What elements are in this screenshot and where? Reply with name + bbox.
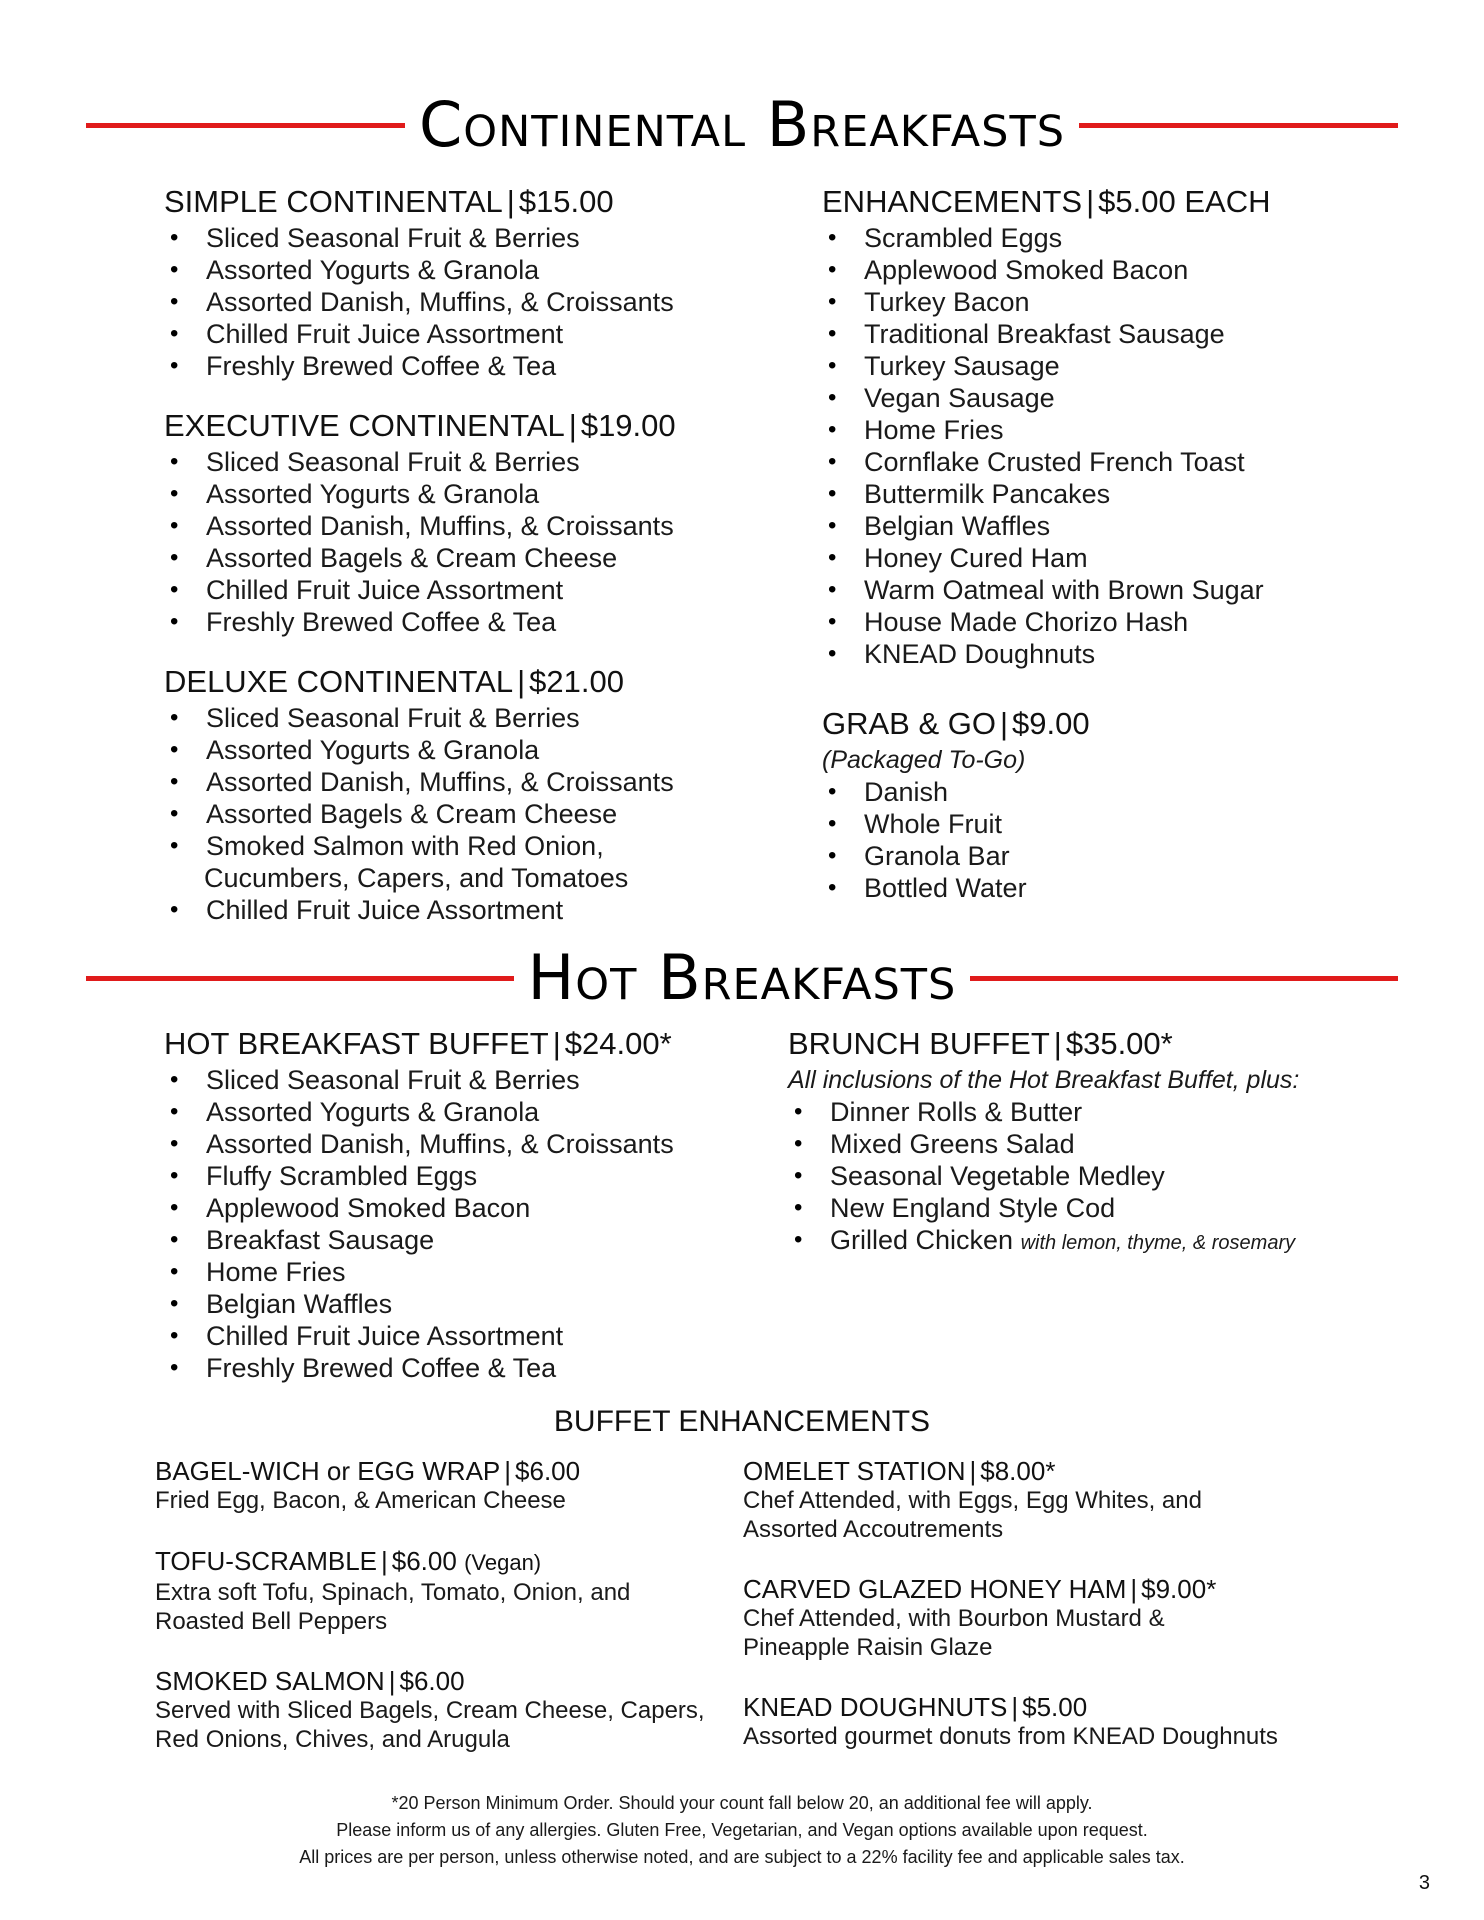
list-item: • Assorted Yogurts & Granola — [164, 254, 674, 286]
continental-heading-text: Continental Breakfasts — [419, 88, 1066, 161]
heading-rule-left — [86, 976, 514, 981]
tofu-desc-line1: Extra soft Tofu, Spinach, Tomato, Onion, and — [155, 1579, 631, 1606]
brunch-buffet-price: $35.00* — [1065, 1026, 1173, 1061]
executive-continental-title: EXECUTIVE CONTINENTAL | $19.00 — [164, 408, 676, 443]
omelet-price: $8.00* — [980, 1456, 1056, 1486]
enhancements-name: ENHANCEMENTS — [822, 184, 1083, 219]
salmon-price: $6.00 — [399, 1666, 465, 1696]
hot-buffet-title: HOT BREAKFAST BUFFET | $24.00* — [164, 1026, 672, 1061]
list-item: • Fluffy Scrambled Eggs — [164, 1160, 674, 1192]
list-item: • Freshly Brewed Coffee & Tea — [164, 1352, 674, 1384]
hot-buffet-list — [164, 1064, 674, 1384]
list-item: • Assorted Yogurts & Granola — [164, 734, 674, 766]
list-item: • Cornflake Crusted French Toast — [822, 446, 1270, 478]
executive-continental-section — [164, 406, 676, 638]
list-item: • Dinner Rolls & Butter — [788, 1096, 1299, 1128]
tofu-title: TOFU-SCRAMBLE | $6.00 (Vegan) — [155, 1546, 542, 1576]
enhancements-price: $5.00 EACH — [1098, 184, 1271, 219]
hot-buffet-section — [164, 1024, 674, 1384]
list-item: • Belgian Waffles — [164, 1288, 674, 1320]
enhancements-section — [822, 182, 1270, 670]
simple-continental-section — [164, 182, 674, 382]
list-item: • Smoked Salmon with Red Onion, — [164, 830, 674, 862]
doughnuts-price: $5.00 — [1022, 1692, 1088, 1722]
heading-rule-right — [970, 976, 1398, 981]
executive-continental-list — [164, 446, 676, 638]
list-item: • Belgian Waffles — [822, 510, 1270, 542]
buffet-enhancements-heading: BUFFET ENHANCEMENTS — [553, 1405, 931, 1438]
list-item: • Traditional Breakfast Sausage — [822, 318, 1270, 350]
bagelwich-title: BAGEL-WICH or EGG WRAP | $6.00 — [155, 1456, 581, 1486]
footer-line-1: *20 Person Minimum Order. Should your count fall below 20, an additional fee will apply. — [391, 1793, 1093, 1813]
grab-go-price: $9.00 — [1012, 706, 1090, 741]
list-item: • Applewood Smoked Bacon — [822, 254, 1270, 286]
list-item: • Sliced Seasonal Fruit & Berries — [164, 446, 676, 478]
list-item: • Assorted Yogurts & Granola — [164, 478, 676, 510]
salmon-name: SMOKED SALMON — [155, 1666, 385, 1696]
tofu-name: TOFU-SCRAMBLE — [155, 1546, 377, 1576]
list-item-continuation — [164, 862, 674, 894]
deluxe-continental-title: DELUXE CONTINENTAL | $21.00 — [164, 664, 624, 699]
executive-continental-name: EXECUTIVE CONTINENTAL — [164, 408, 565, 443]
omelet-desc-line2: Assorted Accoutrements — [743, 1516, 1004, 1543]
list-item: • Assorted Yogurts & Granola — [164, 1096, 674, 1128]
grab-go-list — [822, 776, 1090, 904]
omelet-name: OMELET STATION — [743, 1456, 966, 1486]
list-item: • House Made Chorizo Hash — [822, 606, 1270, 638]
ham-desc-line2: Pineapple Raisin Glaze — [743, 1634, 993, 1661]
enhancements-title: ENHANCEMENTS | $5.00 EACH — [822, 184, 1271, 219]
list-item: • Assorted Danish, Muffins, & Croissants — [164, 286, 674, 318]
omelet-desc-line1: Chef Attended, with Eggs, Egg Whites, and — [743, 1487, 1202, 1514]
ham-price: $9.00* — [1141, 1574, 1217, 1604]
grab-go-title: GRAB & GO | $9.00 — [822, 706, 1090, 741]
continental-heading — [86, 90, 1398, 160]
list-item: • Turkey Bacon — [822, 286, 1270, 318]
footer-line-3: All prices are per person, unless otherwise noted, and are subject to a 22% facility fee and applicable sales tax. — [299, 1847, 1185, 1867]
salmon-desc-line2: Red Onions, Chives, and Arugula — [155, 1726, 510, 1753]
hot-heading — [86, 943, 1398, 1013]
list-item: • New England Style Cod — [788, 1192, 1299, 1224]
buffet-enhancements-right — [743, 1456, 1343, 1751]
last-item-text: Grilled Chicken — [830, 1225, 1014, 1255]
brunch-buffet-name: BRUNCH BUFFET — [788, 1026, 1050, 1061]
wrap-line-text: Cucumbers, Capers, and Tomatoes — [204, 863, 629, 893]
page-number: 3 — [1418, 1872, 1430, 1894]
footer-notes — [0, 1790, 1484, 1871]
list-item: • Home Fries — [822, 414, 1270, 446]
omelet-item — [743, 1456, 1343, 1544]
list-item: • Seasonal Vegetable Medley — [788, 1160, 1299, 1192]
hot-heading-text: Hot Breakfasts — [527, 941, 957, 1014]
list-item: • Chilled Fruit Juice Assortment — [164, 318, 674, 350]
doughnuts-title: KNEAD DOUGHNUTS | $5.00 — [743, 1692, 1088, 1722]
footer-line-2: Please inform us of any allergies. Gluten Free, Vegetarian, and Vegan options available upon request. — [336, 1820, 1148, 1840]
simple-continental-name: SIMPLE CONTINENTAL — [164, 184, 503, 219]
simple-continental-list — [164, 222, 674, 382]
bagelwich-price: $6.00 — [515, 1456, 581, 1486]
omelet-title: OMELET STATION | $8.00* — [743, 1456, 1056, 1486]
salmon-desc-line1: Served with Sliced Bagels, Cream Cheese, Capers, — [155, 1697, 705, 1724]
list-item: • Bottled Water — [822, 872, 1090, 904]
list-item: • Assorted Danish, Muffins, & Croissants — [164, 766, 674, 798]
bagelwich-item — [155, 1456, 715, 1515]
brunch-buffet-section — [788, 1024, 1299, 1259]
list-item: • Sliced Seasonal Fruit & Berries — [164, 222, 674, 254]
list-item: • Scrambled Eggs — [822, 222, 1270, 254]
list-item: • Buttermilk Pancakes — [822, 478, 1270, 510]
bagelwich-name: BAGEL-WICH or EGG WRAP — [155, 1456, 501, 1486]
vegan-tag: (Vegan) — [464, 1550, 542, 1575]
brunch-buffet-subtitle: All inclusions of the Hot Breakfast Buffet, plus: — [788, 1066, 1300, 1094]
list-item: • KNEAD Doughnuts — [822, 638, 1270, 670]
hot-buffet-name: HOT BREAKFAST BUFFET — [164, 1026, 549, 1061]
list-item: • Granola Bar — [822, 840, 1090, 872]
list-item: • Assorted Danish, Muffins, & Croissants — [164, 1128, 674, 1160]
executive-continental-price: $19.00 — [580, 408, 676, 443]
tofu-desc-line2: Roasted Bell Peppers — [155, 1608, 388, 1635]
heading-rule-left — [86, 123, 405, 128]
list-item: • Vegan Sausage — [822, 382, 1270, 414]
deluxe-continental-list — [164, 702, 674, 926]
list-item: • Assorted Danish, Muffins, & Croissants — [164, 510, 676, 542]
bagelwich-desc: Fried Egg, Bacon, & American Cheese — [155, 1487, 566, 1514]
ham-item — [743, 1574, 1343, 1662]
list-item: • Chilled Fruit Juice Assortment — [164, 1320, 674, 1352]
list-item: • Applewood Smoked Bacon — [164, 1192, 674, 1224]
list-item: • Freshly Brewed Coffee & Tea — [164, 350, 674, 382]
doughnuts-item — [743, 1692, 1343, 1751]
deluxe-continental-price: $21.00 — [529, 664, 624, 699]
brunch-buffet-list — [788, 1096, 1299, 1259]
list-item — [788, 1224, 1299, 1259]
list-item: • Mixed Greens Salad — [788, 1128, 1299, 1160]
list-item: • Assorted Bagels & Cream Cheese — [164, 798, 674, 830]
deluxe-continental-section — [164, 662, 674, 926]
list-item: • Whole Fruit — [822, 808, 1090, 840]
tofu-item — [155, 1546, 715, 1636]
tofu-price: $6.00 — [391, 1546, 457, 1576]
hot-buffet-price: $24.00* — [564, 1026, 672, 1061]
ham-name: CARVED GLAZED HONEY HAM — [743, 1574, 1127, 1604]
brunch-buffet-title: BRUNCH BUFFET | $35.00* — [788, 1026, 1173, 1061]
simple-continental-price: $15.00 — [518, 184, 614, 219]
salmon-item — [155, 1666, 715, 1754]
list-item: • Freshly Brewed Coffee & Tea — [164, 606, 676, 638]
heading-rule-right — [1079, 123, 1398, 128]
simple-continental-title: SIMPLE CONTINENTAL | $15.00 — [164, 184, 614, 219]
grab-go-subtitle: (Packaged To-Go) — [822, 746, 1026, 774]
ham-title: CARVED GLAZED HONEY HAM | $9.00* — [743, 1574, 1217, 1604]
list-item: • Warm Oatmeal with Brown Sugar — [822, 574, 1270, 606]
deluxe-continental-name: DELUXE CONTINENTAL — [164, 664, 514, 699]
list-item: • Chilled Fruit Juice Assortment — [164, 894, 674, 926]
list-item: • Honey Cured Ham — [822, 542, 1270, 574]
list-item: • Sliced Seasonal Fruit & Berries — [164, 1064, 674, 1096]
list-item: • Chilled Fruit Juice Assortment — [164, 574, 676, 606]
buffet-enhancements-left — [155, 1456, 715, 1754]
list-item: • Danish — [822, 776, 1090, 808]
list-item: • Assorted Bagels & Cream Cheese — [164, 542, 676, 574]
grab-go-name: GRAB & GO — [822, 706, 996, 741]
enhancements-list — [822, 222, 1270, 670]
last-item-note: with lemon, thyme, & rosemary — [1020, 1232, 1296, 1254]
doughnuts-desc: Assorted gourmet donuts from KNEAD Doughnuts — [743, 1723, 1278, 1750]
salmon-title: SMOKED SALMON | $6.00 — [155, 1666, 465, 1696]
doughnuts-name: KNEAD DOUGHNUTS — [743, 1692, 1008, 1722]
list-item: • Home Fries — [164, 1256, 674, 1288]
list-item: • Breakfast Sausage — [164, 1224, 674, 1256]
list-item: • Turkey Sausage — [822, 350, 1270, 382]
list-item: • Sliced Seasonal Fruit & Berries — [164, 702, 674, 734]
grab-go-section — [822, 704, 1090, 904]
ham-desc-line1: Chef Attended, with Bourbon Mustard & — [743, 1605, 1165, 1632]
